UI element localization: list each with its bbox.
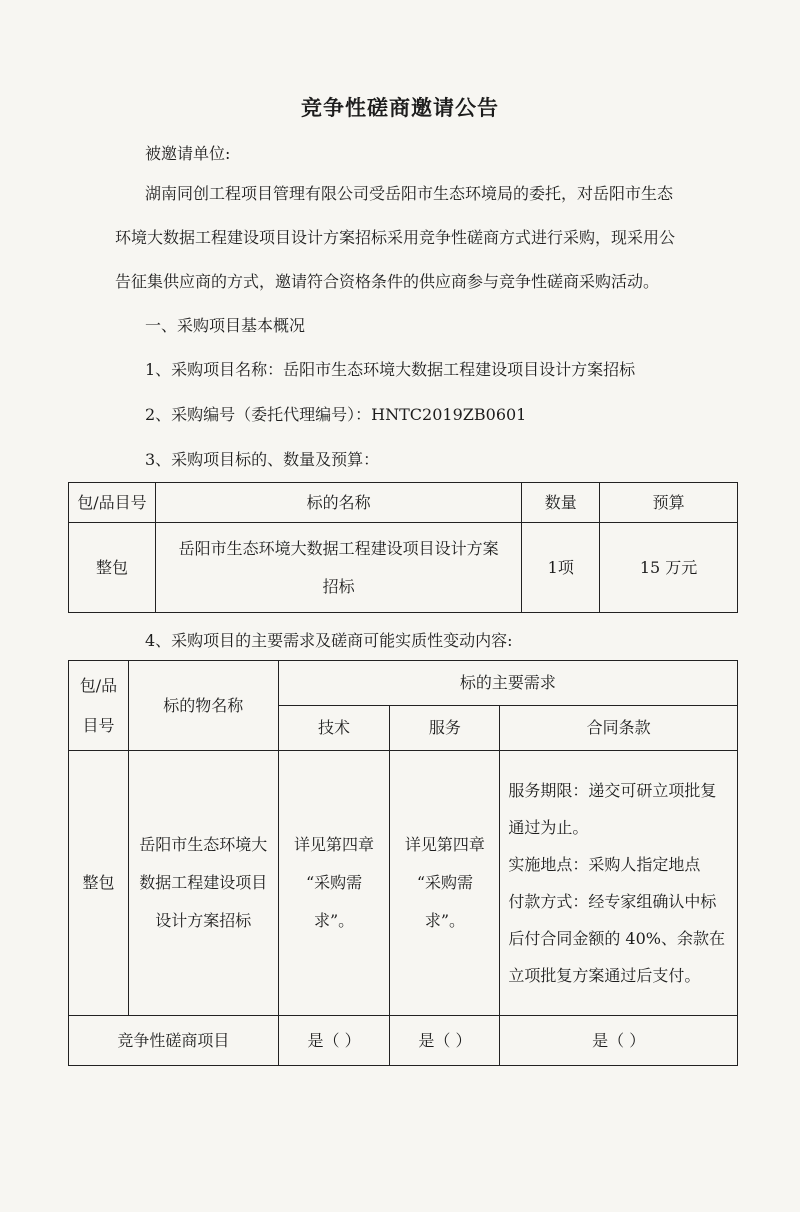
row-tech-line-3: 求”。 xyxy=(313,911,355,930)
row-item-name-line-1: 岳阳市生态环境大 xyxy=(139,835,268,854)
item-4: 4、采购项目的主要需求及磋商可能实质性变动内容: xyxy=(145,631,513,650)
row-service-line-2: “采购需 xyxy=(416,873,473,892)
header-budget: 预算 xyxy=(600,483,738,523)
budget-table xyxy=(68,482,738,613)
footer-service: 是（ ） xyxy=(390,1016,500,1066)
row-service xyxy=(390,751,500,1016)
footer-label: 竞争性磋商项目 xyxy=(69,1016,279,1066)
row-service-line-1: 详见第四章 xyxy=(404,835,485,854)
row-package: 整包 xyxy=(69,751,129,1016)
header-package-line-1: 包/品 xyxy=(79,675,118,695)
document-title: 竞争性磋商邀请公告 xyxy=(301,95,499,120)
header-name: 标的名称 xyxy=(155,483,521,523)
row-item-name-line-3: 设计方案招标 xyxy=(155,911,252,930)
row-contract-line-3: 实施地点：采购人指定地点 xyxy=(508,855,701,874)
row-contract-line-5: 后付合同金额的 40%、余款在 xyxy=(508,929,725,948)
row-contract-line-2: 通过为止。 xyxy=(508,818,589,837)
row-contract xyxy=(500,751,738,1016)
intro-line-1: 湖南同创工程项目管理有限公司受岳阳市生态环境局的委托，对岳阳市生态 xyxy=(145,184,674,203)
row-item-name-line-2: 数据工程建设项目 xyxy=(139,873,268,892)
row-tech xyxy=(278,751,390,1016)
header-service: 服务 xyxy=(390,706,500,751)
row-tech-line-1: 详见第四章 xyxy=(294,835,375,854)
cell-package: 整包 xyxy=(69,523,156,613)
intro-line-3: 告征集供应商的方式，邀请符合资格条件的供应商参与竞争性磋商采购活动。 xyxy=(115,272,660,291)
cell-budget: 15 万元 xyxy=(600,523,738,613)
cell-qty: 1项 xyxy=(522,523,600,613)
row-service-line-3: 求”。 xyxy=(424,911,465,930)
row-contract-line-6: 立项批复方案通过后支付。 xyxy=(508,966,701,985)
header-contract: 合同条款 xyxy=(500,706,738,751)
item-3: 3、采购项目标的、数量及预算： xyxy=(145,450,380,469)
header-package: 包/品目号 xyxy=(69,483,156,523)
row-contract-line-1: 服务期限：递交可研立项批复 xyxy=(508,781,717,800)
header-qty: 数量 xyxy=(522,483,600,523)
row-item-name xyxy=(128,751,278,1016)
cell-name-line-2: 招标 xyxy=(322,576,355,596)
section-heading-1: 一、采购项目基本概况 xyxy=(145,316,306,335)
intro-line-2: 环境大数据工程建设项目设计方案招标采用竞争性磋商方式进行采购，现采用公 xyxy=(115,228,676,247)
header-main-requirements: 标的主要需求 xyxy=(278,661,737,706)
footer-contract: 是（ ） xyxy=(500,1016,738,1066)
requirements-table xyxy=(68,660,738,1066)
footer-tech: 是（ ） xyxy=(278,1016,390,1066)
item-1: 1、采购项目名称：岳阳市生态环境大数据工程建设项目设计方案招标 xyxy=(145,360,636,379)
salutation: 被邀请单位: xyxy=(145,144,231,163)
row-tech-line-2: “采购需 xyxy=(305,873,363,892)
row-contract-line-4: 付款方式：经专家组确认中标 xyxy=(508,892,717,911)
header-tech: 技术 xyxy=(278,706,390,751)
header-item-name: 标的物名称 xyxy=(128,661,278,751)
cell-name-line-1: 岳阳市生态环境大数据工程建设项目设计方案 xyxy=(178,538,499,558)
header-package-line-2: 目号 xyxy=(82,715,115,735)
item-2: 2、采购编号（委托代理编号）：HNTC2019ZB0601 xyxy=(145,405,527,424)
cell-name xyxy=(155,523,521,613)
header-package-cell xyxy=(69,661,129,751)
